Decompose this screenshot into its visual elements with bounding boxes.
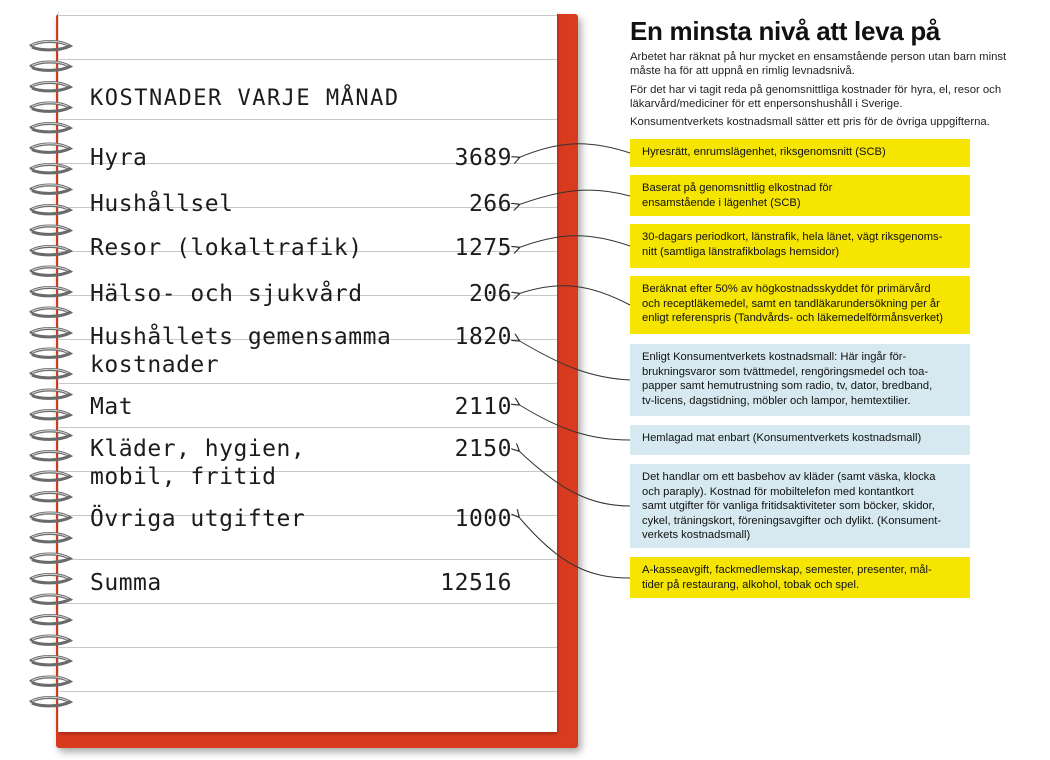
intro-paragraph-2: För det har vi tagit reda på genomsnittliga kostnader för hyra, el, resor och läkarvård/mediciner för ett enpersonshushåll i Sverige. [630,84,1002,110]
row-label-hushallsel: Hushållsel [90,191,234,217]
spiral-binding [26,40,76,720]
spiral-coil [30,431,70,439]
row-amount-resor: 1275 [454,235,512,261]
note-line: cykel, träningskort, föreningsavgifter och dylikt. (Konsument- [642,514,942,527]
total-label: Summa [90,570,162,596]
note-line: ensamstående i lägenhet (SCB) [642,196,801,209]
note-line: nitt (samtliga länstrafikbolags hemsidor) [642,245,840,258]
note-line: brukningsvaror som tvättmedel, rengöringsmedel och toa- [642,365,929,378]
spiral-coil [30,616,70,624]
note-line: verkets kostnadsmall) [642,529,751,541]
spiral-coil [30,575,70,583]
row-amount-gemensamma: 1820 [454,324,512,350]
note-line: 30-dagars periodkort, länstrafik, hela länet, vägt riksgenoms- [642,231,943,243]
spiral-coil [30,62,70,70]
spiral-coil [30,144,70,152]
spiral-coil [30,595,70,603]
headline: En minsta nivå att leva på [630,16,941,46]
row-amount-klader: 2150 [454,436,512,462]
row-label-klader: Kläder, hygien, [90,436,306,462]
spiral-coil [30,103,70,111]
note-line: och paraply). Kostnad för mobiltelefon med kontantkort [642,485,914,498]
spiral-coil [30,554,70,562]
note-mat [630,425,970,455]
row-amount-halso: 206 [468,281,512,307]
note-line: Baserat på genomsnittlig elkostnad för [642,182,833,194]
note-line: och receptläkemedel, samt en tandläkarundersökning per år [642,297,940,310]
note-gemensamma [630,344,970,416]
note-ovriga [630,557,970,598]
note-line: A-kasseavgift, fackmedlemskap, semester, presenter, mål- [642,564,932,576]
notebook-title: KOSTNADER VARJE MÅNAD [90,86,400,111]
spiral-coil [30,83,70,91]
note-klader [630,464,970,548]
note-line: samt utgifter för vanliga fritidsaktiviteter som böcker, skidor, [642,500,935,512]
row-label-klader-2: mobil, fritid [90,464,277,490]
spiral-coil [30,308,70,316]
spiral-coil [30,247,70,255]
note-hyra [630,139,970,167]
row-label-halso: Hälso- och sjukvård [90,281,363,307]
spiral-coil [30,206,70,214]
spiral-coil [30,677,70,685]
note-line: papper samt hemutrustning som radio, tv, dator, bredband, [642,380,933,392]
note-line: tider på restaurang, alkohol, tobak och spel. [642,578,860,591]
spiral-coil [30,390,70,398]
spiral-coil [30,698,70,706]
spiral-coil [30,513,70,521]
row-amount-hushallsel: 266 [468,191,512,217]
row-amount-ovriga: 1000 [454,506,512,532]
spiral-coil [30,636,70,644]
spiral-coil [30,226,70,234]
spiral-coil [30,349,70,357]
row-label-hyra: Hyra [90,145,148,171]
total-amount: 12516 [440,570,512,596]
spiral-coil [30,534,70,542]
row-amount-hyra: 3689 [454,145,512,171]
row-label-mat: Mat [90,394,134,420]
intro-paragraph-1: Arbetet har räknat på hur mycket en ensamstående person utan barn minst måste ha för att uppnå en rimlig levnadsnivå. [630,51,1007,77]
spiral-coil [30,124,70,132]
note-halso [630,276,970,334]
spiral-coil [30,185,70,193]
note-line: Enligt Konsumentverkets kostnadsmall: Här ingår för- [642,351,907,363]
note-line: Hemlagad mat enbart (Konsumentverkets kostnadsmall) [642,432,922,444]
row-label-ovriga: Övriga utgifter [90,506,306,532]
row-label-gemensamma: Hushållets gemensamma [90,324,392,350]
row-label-resor: Resor (lokaltrafik) [90,235,363,261]
note-line: Hyresrätt, enrumslägenhet, riksgenomsnitt (SCB) [642,146,886,158]
spiral-coil [30,493,70,501]
note-hushallsel [630,175,970,216]
row-amount-mat: 2110 [454,394,512,420]
intro-paragraph-3: Konsumentverkets kostnadsmall sätter ett pris för de övriga uppgifterna. [630,116,990,128]
spiral-coil [30,472,70,480]
spiral-coil [30,657,70,665]
note-resor [630,224,970,268]
spiral-coil [30,42,70,50]
note-line: enligt referenspris (Tandvårds- och läkemedelförmånsverket) [642,312,943,324]
spiral-coil [30,370,70,378]
note-line: Det handlar om ett basbehov av kläder (samt väska, klocka [642,471,936,483]
spiral-coil [30,288,70,296]
spiral-coil [30,165,70,173]
note-line: tv-licens, dagstidning, möbler och lampor, hemtextilier. [642,394,911,407]
spiral-coil [30,411,70,419]
spiral-coil [30,452,70,460]
spiral-coil [30,267,70,275]
note-line: Beräknat efter 50% av högkostnadsskyddet för primärvård [642,283,931,295]
row-label-gemensamma-2: kostnader [90,352,220,378]
spiral-coil [30,329,70,337]
